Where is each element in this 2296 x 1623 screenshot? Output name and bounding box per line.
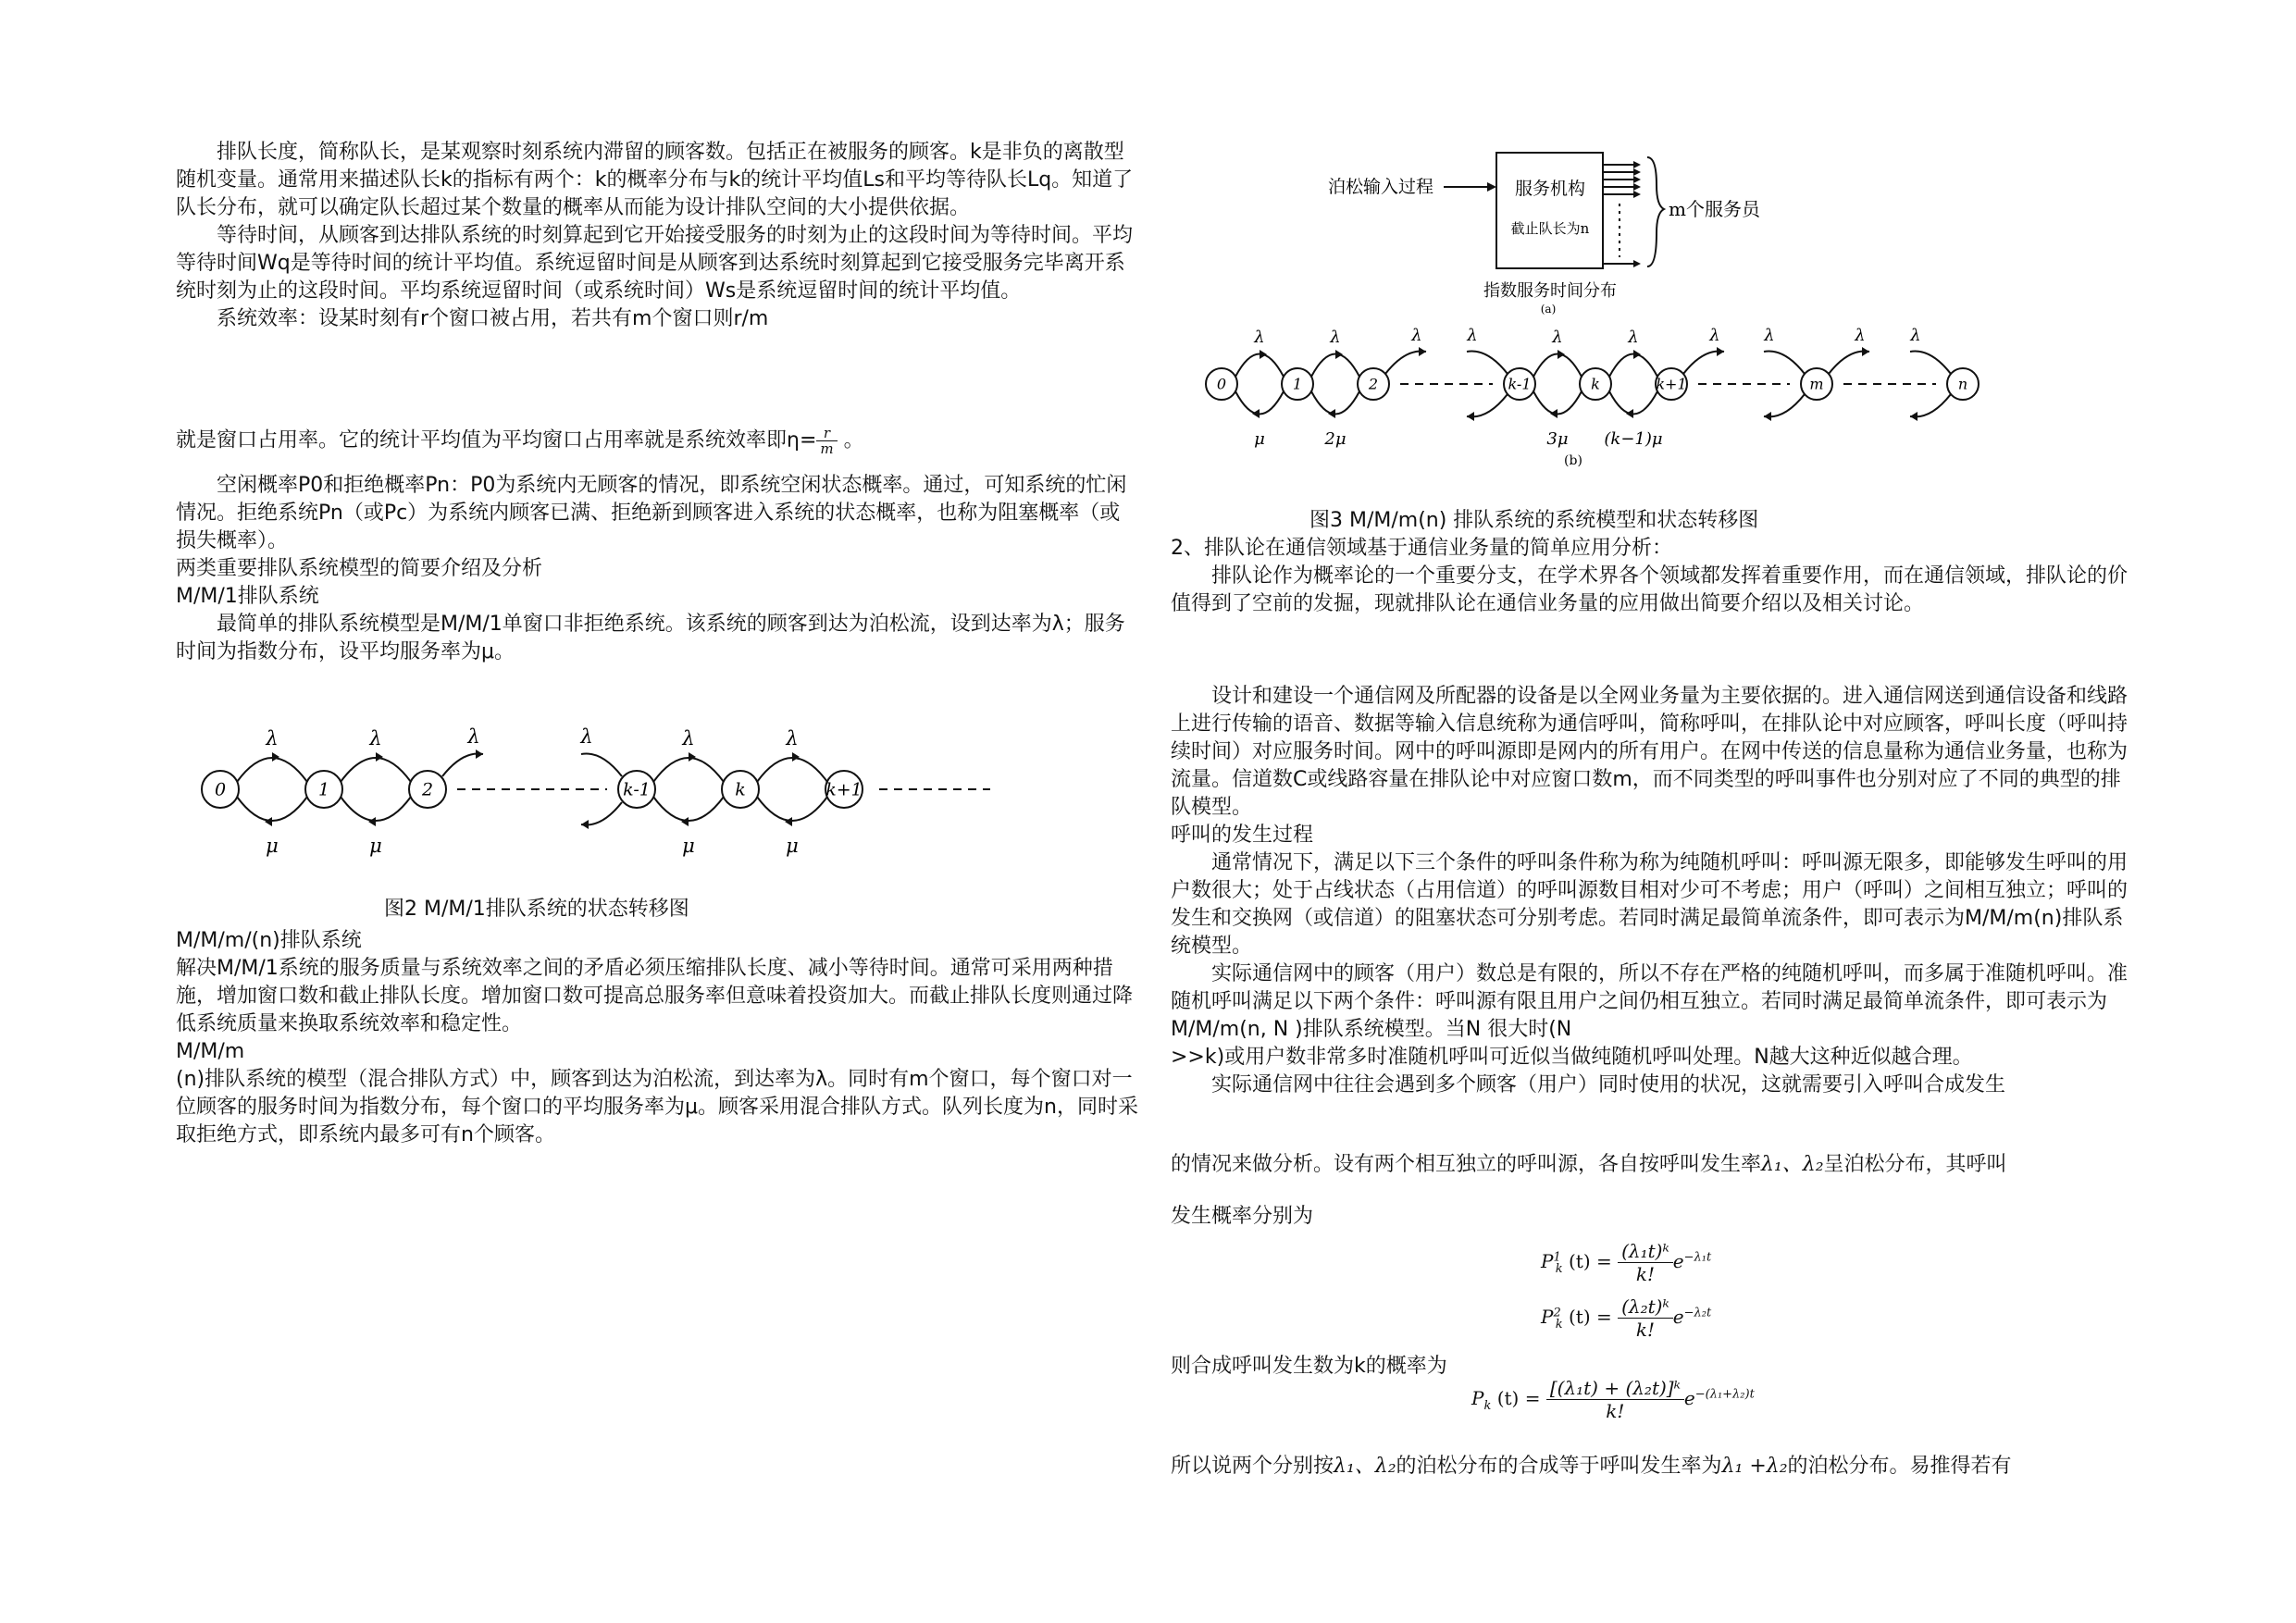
transition-arrowhead [1558,350,1565,359]
section-heading: 2、排队论在通信领域基于通信业务量的简单应用分析： [1171,537,1672,560]
transition-arrowhead [1260,350,1267,359]
paragraph-text: 设计和建设一个通信网及所配器的设备是以全网业务量为主要依据的。进入通信网送到通信设备和线路上进行传输的语音、数据等输入信息统称为通信呼叫，简称呼叫，在排队论中对应顾客，呼叫长度（呼叫持续时间）对应服务时间。网中的呼叫源即是网内的所有用户。在网中传送的信息量称为通信业务量，也称为流量。信道数C或线路容量在排队论中对应窗口数m，而不同类型的呼叫事件也分别对应了不同的典型的排队模型。 [1171,685,2128,819]
mu-label: μ [682,835,695,857]
transition-arrowhead [272,752,279,762]
lambda-label: λ [1330,328,1341,347]
eq-fraction [1618,1295,1673,1341]
transition-arrowhead [1862,347,1869,356]
fig3a-servers-label: m个服务员 [1669,198,1760,220]
state-label: k+1 [1656,375,1687,393]
conclusion-line [1171,1453,2012,1481]
state-label: k-1 [1508,375,1532,393]
inline-math: λ₁、λ₂ [1761,1153,1824,1176]
eq-exp-sup: −λ₂t [1683,1306,1712,1320]
transition-arc [1467,352,1508,375]
fraction-denominator: m [820,440,834,457]
state-label: 1 [1292,375,1303,393]
transition-arrowhead [792,752,800,762]
mu-label: μ [266,835,279,857]
paragraph-text: 空闲概率P0和拒绝概率Pn：P0为系统内无顾客的情况，即系统空闲状态概率。通过，可知系统的忙闲情况。拒绝系统Pn（或Pc）为系统内顾客已满、拒绝新到顾客进入系统的状态概率，也称为阻塞概率（或损失概率）。 [176,474,1127,552]
transition-arrowhead [265,817,272,826]
equation-1 [1541,1240,1711,1285]
fraction-numerator: r [816,426,837,441]
eq-fraction [1618,1240,1673,1285]
eq-subscript: k [1555,1318,1563,1332]
fraction-numerator: (λ₁t)ᵏ [1618,1240,1673,1263]
transition-arrowhead [1626,409,1633,418]
transition-arrowhead [1335,350,1343,359]
paragraph-text: 的泊松分布的合成等于呼叫发生率为 [1396,1455,1722,1478]
section-mmmn [176,927,1138,1149]
eq-exp-sup: −(λ₁+λ₂)t [1694,1387,1755,1402]
state-label: n [1957,375,1968,393]
lambda-label: λ [1467,326,1478,345]
fraction-numerator: (λ₂t)ᵏ [1618,1295,1673,1319]
eq-superscript: 2 [1553,1306,1561,1320]
fig2-caption: 图2 M/M/1排队系统的状态转移图 [384,898,689,921]
paragraph-queue-length [176,139,1138,333]
mu-label: 2μ [1324,429,1347,449]
section-heading: 呼叫的发生过程 [1171,824,1314,847]
state-label: k [735,779,746,800]
eq-argument: (t) = [1562,1250,1619,1272]
eq-symbol: P [1471,1387,1484,1409]
paragraph-text: 。 [843,428,864,452]
paragraph-text: (n)排队系统的模型（混合排队方式）中，顾客到达为泊松流，到达率为λ。同时有m个窗口，每个窗口对一位顾客的服务时间为指数分布，每个窗口的平均服务率为μ。顾客采用混合排队方式。队列长度为n，同时采取拒绝方式，即系统内最多可有n个顾客。 [176,1068,1138,1146]
efficiency-fraction [816,426,837,456]
lambda-label: λ [1855,326,1866,345]
transition-arrowhead [1717,347,1724,356]
state-label: k+1 [825,779,863,800]
lambda-label: λ [369,727,382,750]
fig3b-state-diagram [1194,319,2045,477]
eq-exp-base: e [1672,1306,1684,1328]
section-idle-prob [176,472,1138,666]
state-label: 2 [1368,375,1379,393]
lambda-label: λ [1910,326,1921,345]
paragraph-text: 通常情况下，满足以下三个条件的呼叫条件称为称为纯随机呼叫：呼叫源无限多，即能够发生呼叫的用户数很大；处于占线状态（占用信道）的呼叫源数目相对少可不考虑；用户（呼叫）之间相互独立；呼叫的发生和交换网（或信道）的阻塞状态可分别考虑。若同时满足最简单流条件，即可表示为M/M/m(n)排队系统模型。 [1171,851,2128,958]
eq-superscript: 1 [1553,1250,1561,1265]
eq-subscript: k [1555,1262,1563,1276]
transition-arc [1910,352,1951,375]
lambda-label: λ [786,727,799,750]
fraction-denominator: k! [1606,1400,1625,1422]
section-call-process [1171,683,2133,1099]
paragraph-text: >>k)或用户数非常多时准随机呼叫可近似当做纯随机呼叫处理。N越大这种近似越合理。 [1171,1046,1973,1069]
mu-label: 3μ [1546,429,1569,449]
transition-arrowhead [1252,409,1260,418]
equation-2 [1541,1295,1711,1341]
transition-arrowhead [1764,412,1771,421]
inline-math: λ₁ +λ₂ [1721,1455,1788,1478]
transition-arrowhead [689,752,696,762]
lambda-label: λ [1254,328,1265,347]
fig3b-sub-label: (b) [1564,453,1582,468]
lambda-label: λ [1628,328,1639,347]
lambda-label: λ [467,725,480,748]
rate-line [1171,1151,2007,1179]
paragraph-text: 等待时间，从顾客到达排队系统的时刻算起到它开始接受服务的时刻为止的这段时间为等待时间。平均等待时间Wq是等待时间的统计平均值。系统逗留时间是从顾客到达系统时刻算起到它接受服务完毕离开系统时刻为止的这段时间。平均系统逗留时间（或系统时间）Ws是系统逗留时间的统计平均值。 [176,224,1134,303]
state-label: m [1809,375,1824,393]
transition-arrowhead [1633,350,1641,359]
transition-arrowhead [476,750,483,759]
fig3a-service-box [1496,153,1603,268]
lambda-label: λ [1411,326,1422,345]
fig3a-system-model [1328,148,1791,315]
fig2-graph [202,725,990,857]
fig3a-box-subtitle: 截止队长为n [1510,220,1590,237]
mu-label: μ [369,835,382,857]
transition-arrowhead [368,817,376,826]
eq-argument: (t) = [1562,1306,1619,1328]
fig3a-server-arrows [1603,161,1641,267]
eq-symbol: P [1541,1250,1554,1272]
paragraph-text: 最简单的排队系统模型是M/M/1单窗口非拒绝系统。该系统的顾客到达为泊松流，设到达率为λ；服务时间为指数分布，设平均服务率为μ。 [176,613,1125,663]
efficiency-line [176,426,864,456]
paragraph-text: 解决M/M/1系统的服务质量与系统效率之间的矛盾必须压缩排队长度、减小等待时间。通常可采用两种措施，增加窗口数和截止排队长度。增加窗口数可提高总服务率但意味着投资加大。而截止排队长度则通过降低系统质量来换取系统效率和稳定性。 [176,957,1134,1035]
transition-arrowhead [785,817,792,826]
fig3a-bottom-label: 指数服务时间分布 [1483,281,1617,301]
eq-exp-sup: −λ₁t [1683,1250,1712,1265]
eq-fraction [1546,1377,1684,1422]
mu-label: (k−1)μ [1604,429,1663,449]
lambda-label: λ [1709,326,1720,345]
paragraph-text: 发生概率分别为 [1171,1205,1314,1228]
state-label: k-1 [623,779,651,800]
transition-arrowhead [1328,409,1335,418]
fraction-numerator: [(λ₁t) + (λ₂t)]ᵏ [1546,1377,1684,1400]
transition-arrowhead [1550,409,1558,418]
eq-exp-base: e [1683,1387,1695,1409]
paragraph-text: 的泊松分布。易推得若有 [1787,1455,2012,1478]
lambda-label: λ [1764,326,1775,345]
transition-arrowhead [581,820,589,829]
fraction-denominator: k! [1635,1319,1656,1341]
paragraph-text: 呈泊松分布，其呼叫 [1823,1153,2007,1176]
paragraph-text: 所以说两个分别按 [1171,1455,1334,1478]
inline-math: λ₁、λ₂ [1334,1455,1396,1478]
transition-arrowhead [376,752,383,762]
section-heading: M/M/m/(n)排队系统 [176,929,362,952]
fig3a-box-title: 服务机构 [1514,179,1586,199]
fig3a-brace [1647,157,1664,266]
state-label: 0 [1216,375,1227,393]
fig3a-sub-label: (a) [1540,303,1557,315]
fig2-state-diagram [176,708,990,870]
eq-exp-base: e [1672,1250,1684,1272]
fraction-denominator: k! [1635,1263,1656,1285]
mu-label: μ [786,835,799,857]
mu-label: μ [1254,429,1265,449]
eq-argument: (t) = [1491,1387,1546,1409]
fig3a-arrowhead [1487,182,1496,192]
paragraph-text: 就是窗口占用率。它的统计平均值为平均窗口占用率就是系统效率即η= [176,428,817,452]
lambda-label: λ [682,727,695,750]
state-label: 0 [214,779,227,800]
transition-arc [1764,352,1805,375]
paragraph-text: 则合成呼叫发生数为k的概率为 [1171,1355,1447,1378]
eq-subscript: k [1483,1399,1492,1413]
lambda-label: λ [266,727,279,750]
eq-symbol: P [1541,1306,1554,1328]
fig3b-graph [1206,326,1979,449]
transition-arrowhead [1910,412,1917,421]
paragraph-text: 实际通信网中的顾客（用户）数总是有限的，所以不存在严格的纯随机呼叫，而多属于准随机呼叫。准随机呼叫满足以下两个条件：呼叫源有限且用户之间仍相互独立。若同时满足最简单流条件，即可表示为M/M/m(n, N )排队系统模型。当N 很大时(N [1171,962,2128,1041]
paragraph-text: 实际通信网中往往会遇到多个顾客（用户）同时使用的状况，这就需要引入呼叫合成发生 [1211,1073,2006,1096]
paragraph-text: 系统效率：设某时刻有r个窗口被占用，若共有m个窗口则r/m [217,307,769,330]
transition-arc [581,754,622,777]
state-label: 1 [317,779,330,800]
section-heading: M/M/m [176,1040,245,1063]
state-label: 2 [421,779,434,800]
state-label: k [1591,375,1600,393]
transition-arrowhead [1419,347,1426,356]
transition-arrowhead [1467,412,1474,421]
section-application [1171,535,2133,618]
paragraph-text: 排队论作为概率论的一个重要分支，在学术界各个领域都发挥着重要作用，而在通信领域，排队论的价值得到了空前的发掘，现就排队论在通信业务量的应用做出简要介绍以及相关讨论。 [1171,564,2128,615]
lambda-label: λ [1552,328,1563,347]
transition-arrowhead [681,817,689,826]
section-heading: M/M/1排队系统 [176,585,319,608]
paragraph-text: 的情况来做分析。设有两个相互独立的呼叫源，各自按呼叫发生率 [1171,1153,1762,1176]
section-heading: 两类重要排队系统模型的简要介绍及分析 [176,557,543,580]
fig3a-input-label: 泊松输入过程 [1328,177,1434,197]
paragraph-text: 排队长度，简称队长，是某观察时刻系统内滞留的顾客数。包括正在被服务的顾客。k是非负的离散型随机变量。通常用来描述队长k的指标有两个：k的概率分布与k的统计平均值Ls和平均等待队长Lq。知道了队长分布，就可以确定队长超过某个数量的概率从而能为设计排队空间的大小提供依据。 [176,141,1134,219]
equation-3 [1471,1377,1755,1422]
fig3-caption: 图3 M/M/m(n) 排队系统的系统模型和状态转移图 [1309,509,1759,532]
lambda-label: λ [580,725,593,748]
